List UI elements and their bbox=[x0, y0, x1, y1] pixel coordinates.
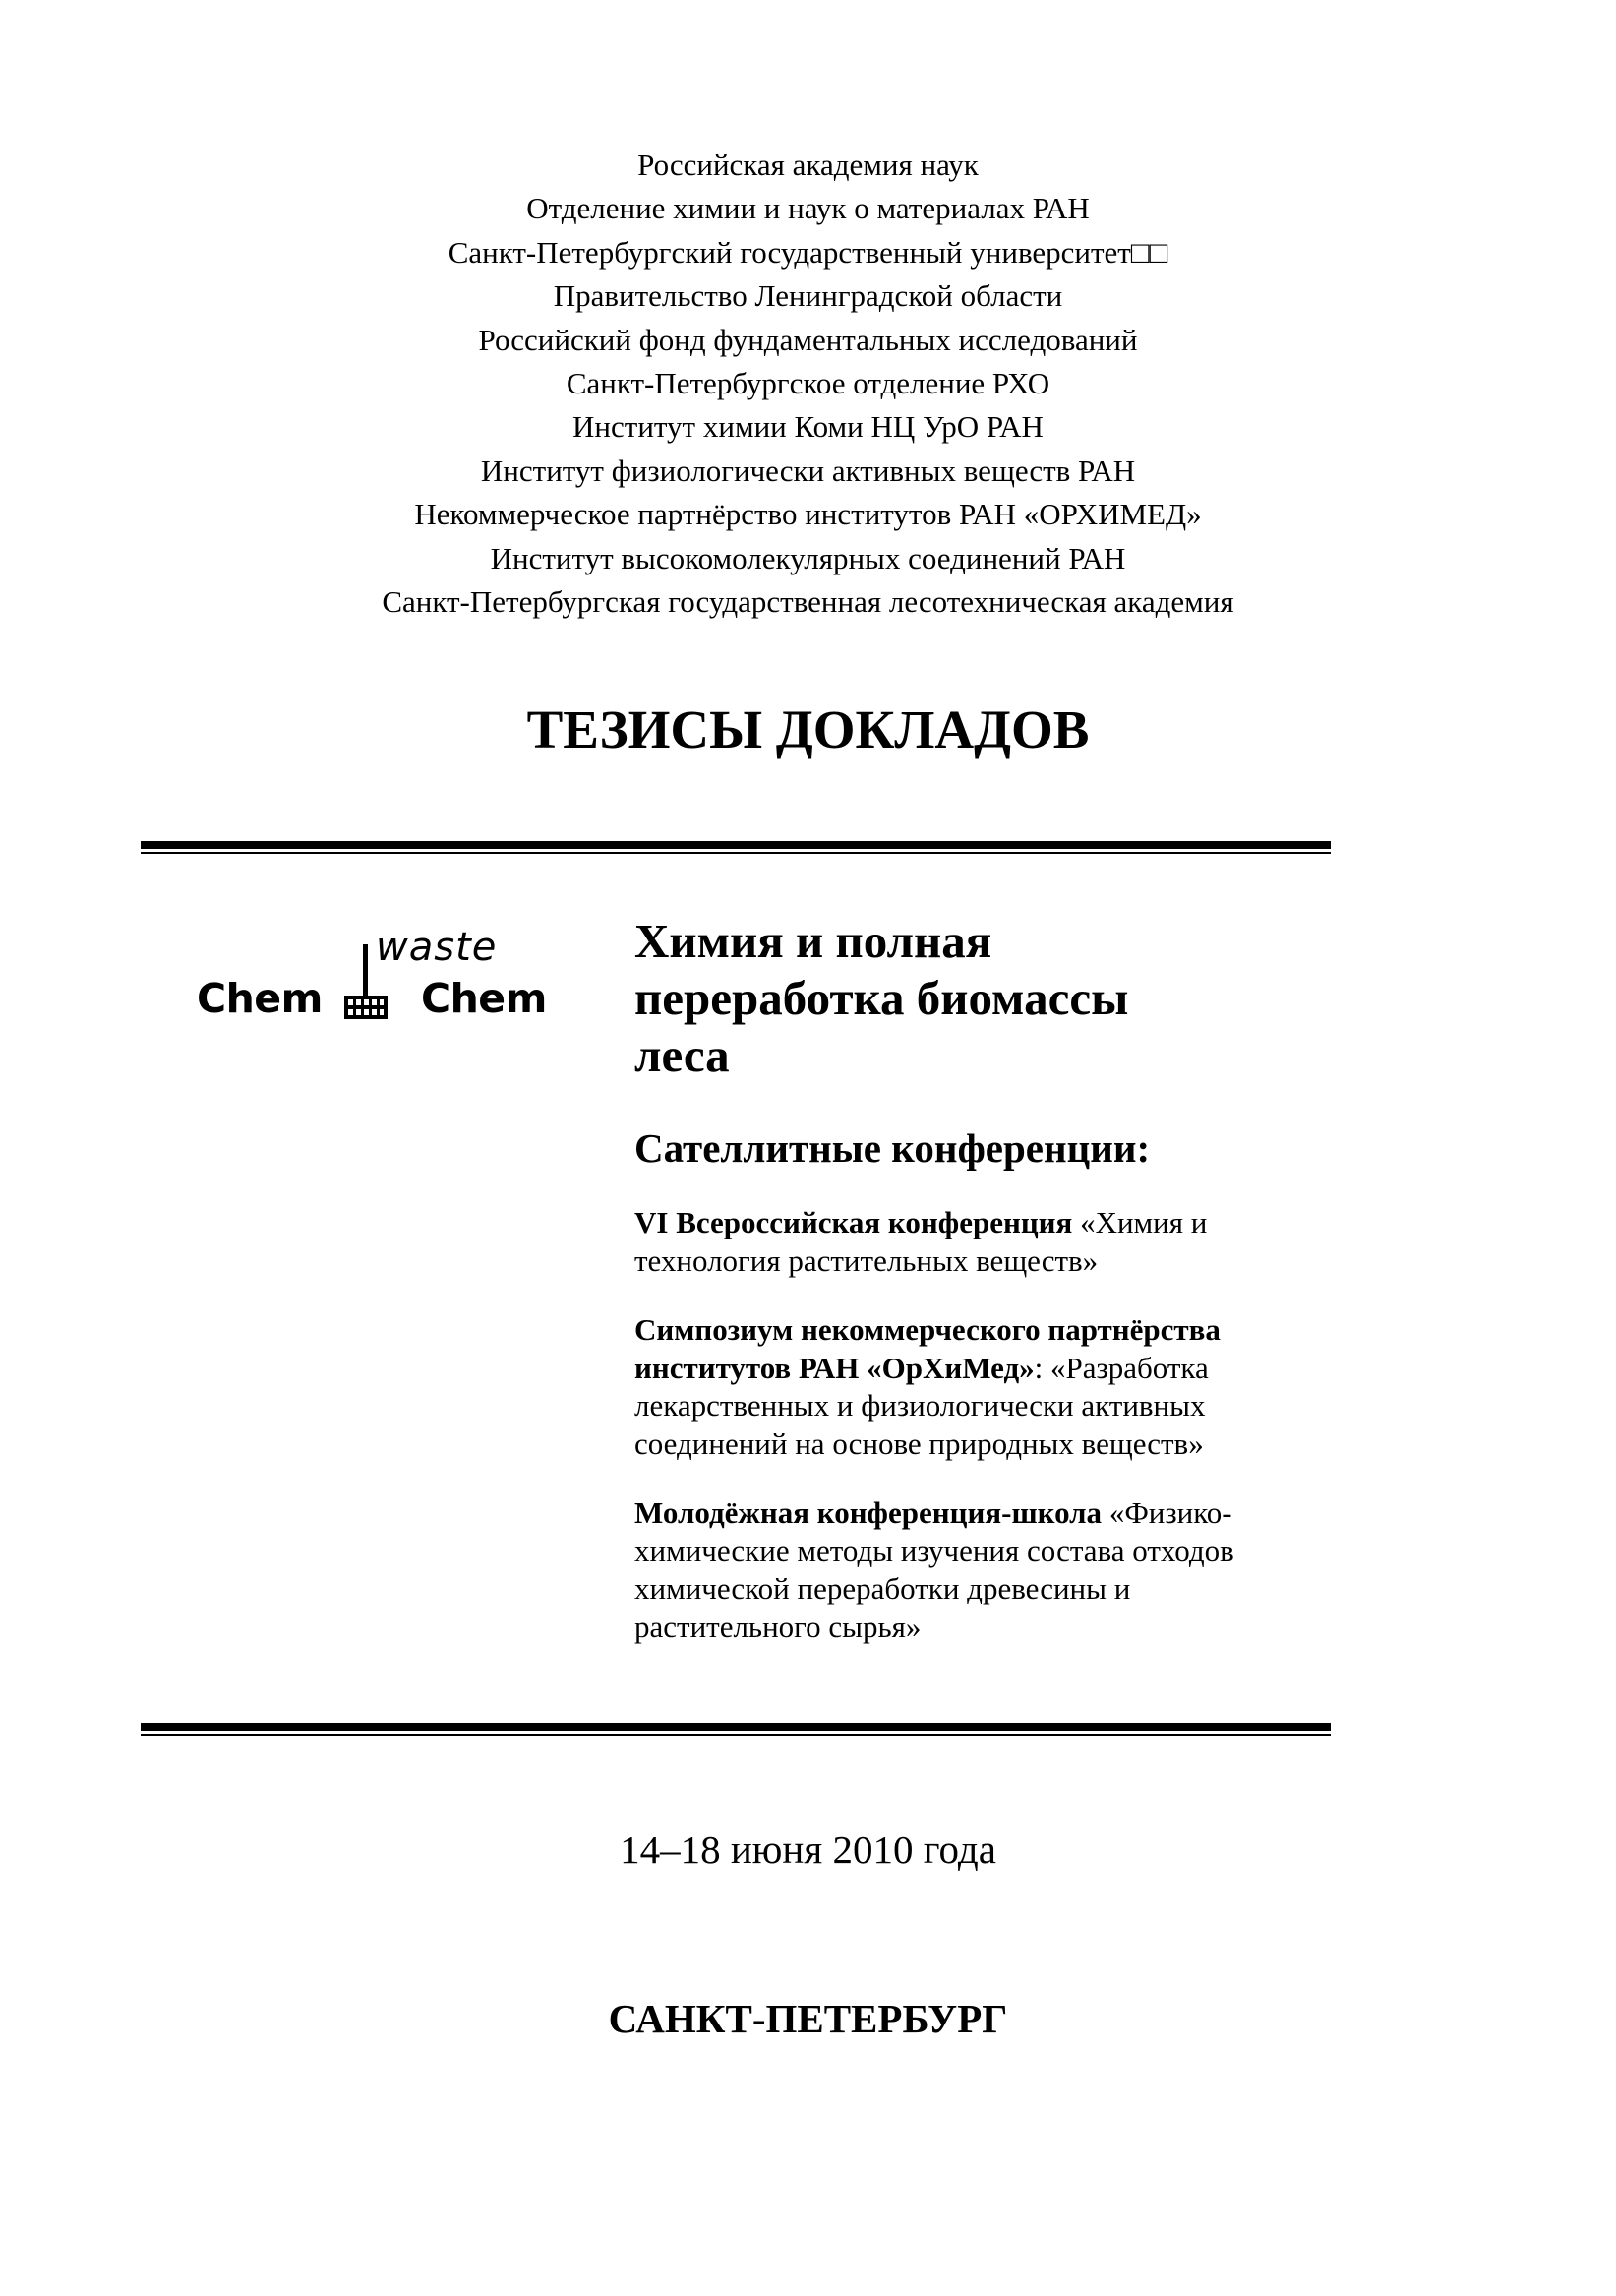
org-line: Институт физиологически активных веществ РАН bbox=[480, 453, 1136, 488]
satellite-item-name: Симпозиум некоммерческого партнёрства институтов РАН «ОрХиМед» bbox=[634, 1312, 1221, 1385]
org-line: Отделение химии и наук о материалах РАН bbox=[526, 191, 1090, 226]
conference-title-line: леса bbox=[634, 1028, 730, 1082]
organizations-list bbox=[0, 144, 1616, 624]
org-line: Российская академия наук bbox=[637, 148, 979, 182]
org-line: Санкт-Петербургское отделение РХО bbox=[566, 366, 1050, 401]
org-line bbox=[0, 231, 1616, 274]
org-line: Некоммерческое партнёрство институтов РАН «ОРХИМЕД» bbox=[414, 497, 1202, 532]
conference-title bbox=[634, 913, 1323, 1084]
conference-title-line: переработка биомассы bbox=[634, 971, 1129, 1025]
event-city: САНКТ-ПЕТЕРБУРГ bbox=[608, 1996, 1008, 2041]
divider-thin bbox=[141, 852, 1331, 854]
satellite-item-desc: «Физико-химические методы изучения состава отходов химической переработки древесины и растительного сырья» bbox=[634, 1495, 1234, 1644]
satellite-item-name: Молодёжная конференция-школа bbox=[634, 1495, 1103, 1530]
satellite-item-name: VI Всероссийская конференция bbox=[634, 1205, 1073, 1239]
org-line: Институт химии Коми НЦ УрО РАН bbox=[572, 409, 1044, 445]
divider-thick bbox=[141, 1723, 1331, 1731]
missing-glyph-boxes: □□ bbox=[1130, 234, 1168, 270]
divider-thin bbox=[141, 1734, 1331, 1736]
satellite-item-desc: : «Разработка лекарственных и физиологически активных соединений на основе природных веществ» bbox=[634, 1350, 1209, 1461]
org-line: Правительство Ленинградской области bbox=[553, 278, 1063, 314]
satellite-item bbox=[634, 1494, 1323, 1646]
satellite-item bbox=[634, 1204, 1323, 1280]
main-title: ТЕЗИСЫ ДОКЛАДОВ bbox=[526, 699, 1090, 759]
bottom-divider bbox=[141, 1723, 1331, 1736]
divider-thick bbox=[141, 841, 1331, 849]
logo-word-left: Chem bbox=[197, 975, 323, 1022]
top-divider bbox=[141, 841, 1331, 854]
org-line: Институт высокомолекулярных соединений РАН bbox=[490, 540, 1126, 575]
satellite-item bbox=[634, 1311, 1323, 1463]
chem-waste-chem-logo bbox=[197, 925, 570, 1038]
event-dates: 14–18 июня 2010 года bbox=[620, 1827, 996, 1872]
satellite-item-desc: «Химия и технология растительных веществ» bbox=[634, 1205, 1208, 1278]
satellite-heading: Сателлитные конференции: bbox=[634, 1125, 1151, 1171]
org-line: Российский фонд фундаментальных исследований bbox=[478, 322, 1138, 357]
conference-info bbox=[634, 913, 1323, 1646]
conference-title-line: Химия и полная bbox=[634, 914, 992, 968]
logo-word-right: Chem bbox=[421, 975, 547, 1022]
org-line: Санкт-Петербургская государственная лесотехническая академия bbox=[382, 584, 1234, 620]
logo-waste-text: waste bbox=[376, 925, 498, 970]
org-line-text: Санкт-Петербургский государственный университет bbox=[448, 234, 1131, 270]
